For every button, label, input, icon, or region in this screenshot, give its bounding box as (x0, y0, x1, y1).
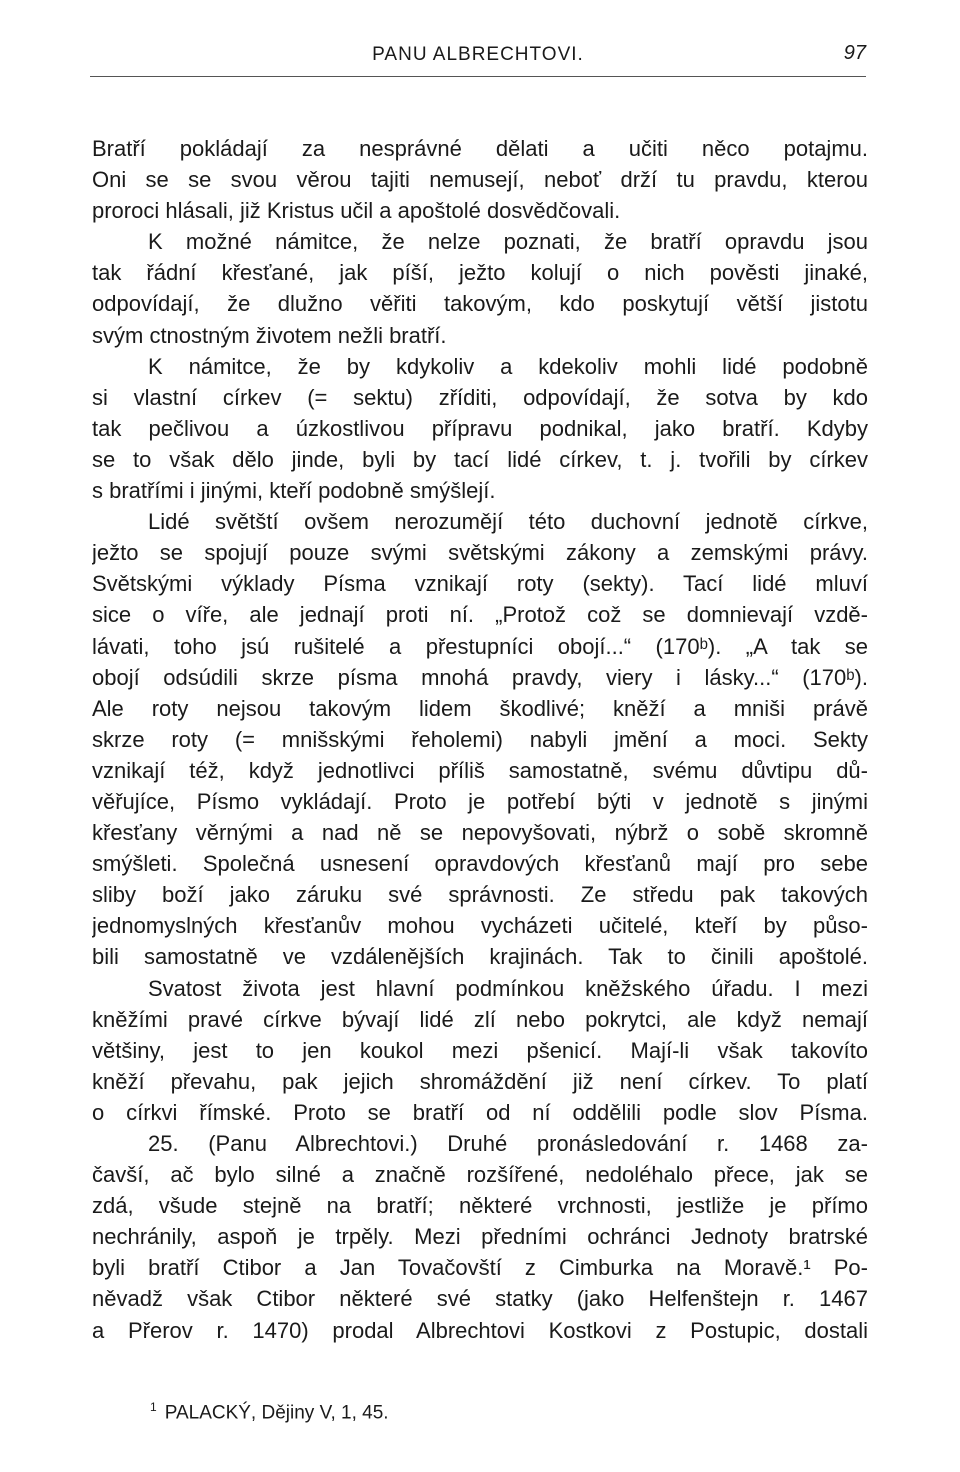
text-line: čavší, ač bylo silné a značně rozšířené, nedoléhalo přece, jak se (92, 1162, 868, 1188)
running-title: PANU ALBRECHTOVI. (372, 44, 584, 65)
text-line: vznikají též, když jednotlivci příliš samostatně, svému důvtipu dů- (92, 757, 868, 783)
text-line: Lidé světští ovšem nerozumějí této duchovní jednotě církve, (148, 509, 868, 535)
text-line: křesťany věrnými a nad ně se nepovyšovati, nýbrž o sobě skromně (92, 820, 868, 846)
text-line: smýšleti. Společná usnesení opravdových křesťanů mají pro sebe (92, 851, 868, 877)
text-line: sliby boží jako záruku své správnosti. Ze středu pak takových (92, 882, 868, 908)
text-line: zdá, všude stejně na bratří; některé vrchnosti, jestliže je přímo (92, 1193, 868, 1219)
page-header (90, 40, 866, 74)
text-line: proroci hlásali, již Kristus učil a apoštolé dosvědčovali. (92, 198, 621, 224)
text-line: obojí odsúdili skrze písma mnohá pravdy, viery i lásky...“ (170ᵇ). (92, 664, 868, 690)
text-line: bili samostatně ve vzdálenějších krajinách. Tak to činili apoštolé. (92, 944, 868, 970)
text-line: a Přerov r. 1470) prodal Albrechtovi Kostkovi z Postupic, dostali (92, 1317, 868, 1343)
text-line: jednomyslných křesťanův mohou vycházeti učitelé, kteří by půso- (92, 913, 868, 939)
text-line: kněžími pravé církve bývají lidé zlí nebo pokrytci, ale když nemají (92, 1006, 868, 1032)
text-line: odpovídají, že dlužno věřiti takovým, kdo poskytují větší jistotu (92, 291, 868, 317)
text-line: byli bratří Ctibor a Jan Tovačovští z Cimburka na Moravě.¹ Po- (92, 1255, 868, 1281)
text-line: si vlastní církev (= sektu) zříditi, odpovídají, že sotva by kdo (92, 384, 868, 410)
text-line: kněží převahu, pak jejich shromáždění již není církev. To platí (92, 1068, 868, 1094)
text-line: věřujíce, Písmo vykládají. Proto je potřebí býti v jednotě s jinými (92, 788, 868, 814)
text-line: ježto se spojují pouze svými světskými zákony a zemskými právy. (92, 540, 868, 566)
text-line: tak řádní křesťané, jak píší, ježto kolují o nich pověsti jinaké, (92, 260, 868, 286)
text-line: tak pečlivou a úzkostlivou přípravu podnikal, jako bratří. Kdyby (92, 415, 868, 441)
text-line: 25. (Panu Albrechtovi.) Druhé pronásledování r. 1468 za- (148, 1131, 868, 1156)
footnote (150, 1400, 389, 1424)
text-line: skrze roty (= mnišskými řeholemi) nabyli jmění a moci. Sekty (92, 726, 868, 752)
text-line: něvadž však Ctibor některé své statky (jako Helfenštejn r. 1467 (92, 1286, 868, 1312)
text-line: Svatost života jest hlavní podmínkou kněžského úřadu. I mezi (148, 975, 868, 1001)
text-line: většiny, jest to jen koukol mezi pšenicí. Mají-li však takovíto (92, 1037, 868, 1063)
text-line: o církvi římské. Proto se bratří od ní oddělili podle slov Písma. (92, 1099, 868, 1125)
footnote-text: PALACKÝ, Dějiny V, 1, 45. (164, 1402, 389, 1424)
footnote-marker: 1 (150, 1400, 157, 1414)
text-line: Ale roty nejsou takovým lidem škodlivé; kněží a mniši právě (92, 695, 868, 721)
text-line: sice o víře, ale jednají proti ní. „Protož což se domnievají vzdě- (92, 602, 868, 628)
text-line: s bratřími i jinými, kteří podobně smýšlejí. (92, 478, 496, 504)
page-number: 97 (843, 42, 866, 64)
text-line: nechránily, aspoň je trpěly. Mezi předními ochránci Jednoty bratrské (92, 1224, 868, 1250)
text-line: Oni se se svou věrou tajiti nemusejí, neboť drží tu pravdu, kterou (92, 167, 868, 193)
text-line: lávati, toho jsú rušitelé a přestupníci obojí...“ (170ᵇ). „A tak se (92, 633, 868, 659)
body-text (92, 133, 868, 1346)
header-rule (90, 76, 866, 77)
text-line: K možné námitce, že nelze poznati, že bratří opravdu jsou (148, 229, 868, 255)
text-line: se to však dělo jinde, byli by tací lidé církev, t. j. tvořili by církev (92, 446, 868, 472)
text-line: Světskými výklady Písma vznikají roty (sekty). Tací lidé mluví (92, 571, 868, 597)
text-line: K námitce, že by kdykoliv a kdekoliv mohli lidé podobně (148, 353, 868, 379)
text-line: Bratří pokládají za nesprávné dělati a učiti něco potajmu. (92, 136, 868, 161)
text-line: svým ctnostným životem nežli bratří. (92, 322, 447, 348)
